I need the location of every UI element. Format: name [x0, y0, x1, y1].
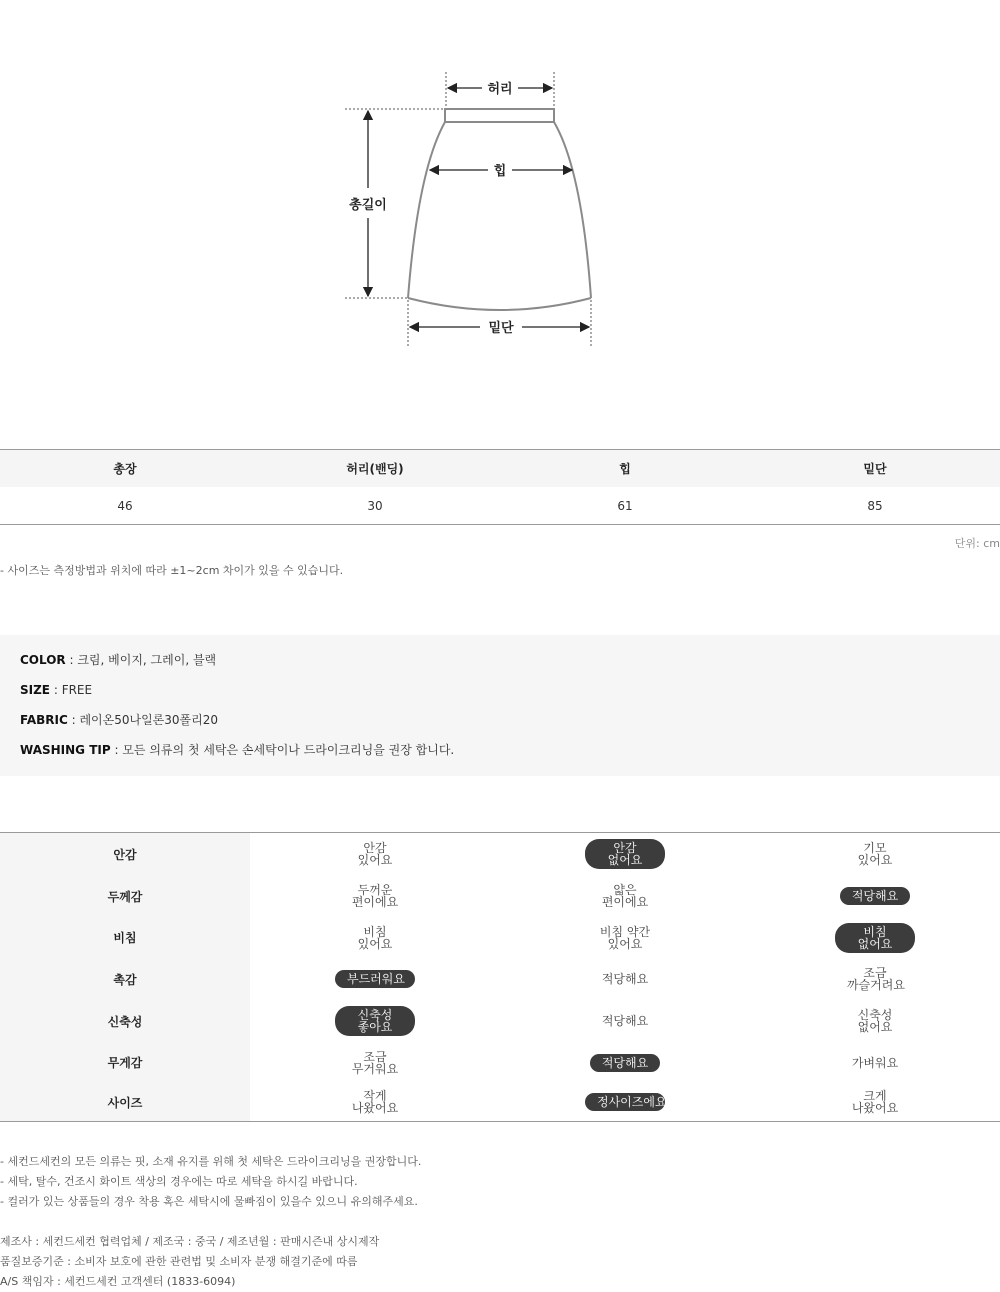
care-note: - 컬러가 있는 상품들의 경우 착용 혹은 세탁시에 물빠짐이 있을수 있으니 유의해주세요.	[0, 1195, 418, 1208]
feel-option-selected: 안감 없어요	[585, 839, 665, 869]
size-unit: 단위: cm	[954, 537, 1000, 550]
feel-label: 비침	[113, 931, 137, 945]
feel-option-selected: 적당해요	[590, 1054, 660, 1072]
header-hem: 밑단	[863, 462, 887, 476]
feel-option: 가벼워요	[851, 1055, 899, 1070]
feel-row-thickness	[0, 875, 1000, 917]
feel-option: 안감 있어요	[357, 841, 393, 867]
feel-option: 작게 나왔어요	[351, 1089, 399, 1115]
feel-option-cell	[500, 1093, 750, 1111]
header-hip: 힙	[619, 462, 631, 476]
feel-option-selected: 비침 없어요	[835, 923, 915, 953]
info-color	[20, 652, 980, 682]
feel-option-cell	[500, 839, 750, 869]
hip-label: 힙	[493, 164, 507, 179]
info-fabric-label: FABRIC	[20, 713, 68, 727]
feel-label: 촉감	[113, 972, 137, 987]
header-total-length: 총장	[113, 462, 137, 476]
maker-line: 제조사 : 세컨드세컨 협력업체 / 제조국 : 중국 / 제조년월 : 판매시즌내 상시제작	[0, 1235, 380, 1248]
feel-label: 두께감	[107, 889, 143, 904]
feel-option-selected: 신축성 좋아요	[335, 1006, 415, 1036]
feel-option: 적당해요	[601, 972, 649, 986]
product-info-box	[0, 635, 1000, 776]
header-waist: 허리(밴딩)	[346, 462, 404, 476]
feel-option-selected: 적당해요	[840, 887, 910, 905]
feel-option: 적당해요	[601, 1014, 649, 1028]
feel-row-lining	[0, 833, 1000, 875]
info-washing	[20, 742, 980, 772]
manufacturer-info	[0, 1232, 379, 1292]
info-size-value: : FREE	[50, 683, 93, 697]
info-fabric-value: : 레이온50나일론30폴리20	[67, 713, 218, 727]
hem-label: 밑단	[488, 321, 514, 336]
value-total-length: 46	[117, 498, 133, 513]
feel-option-cell	[250, 923, 500, 953]
fit-feel-table	[0, 832, 1000, 1122]
size-table-header	[0, 450, 1000, 487]
feel-row-texture	[0, 958, 1000, 1000]
feel-label: 사이즈	[107, 1095, 143, 1110]
feel-option-cell	[500, 1012, 750, 1030]
info-fabric	[20, 712, 980, 742]
feel-option-cell	[500, 923, 750, 953]
skirt-outline	[408, 109, 591, 310]
feel-option-cell	[250, 1087, 500, 1117]
care-note: - 세컨드세컨의 모든 의류는 핏, 소재 유지를 위해 첫 세탁은 드라이크리닝을 권장합니다.	[0, 1155, 422, 1168]
feel-option: 조금 까슬거려요	[847, 966, 905, 992]
info-color-label: COLOR	[20, 653, 66, 667]
feel-option-cell	[500, 1054, 750, 1072]
feel-label: 신축성	[107, 1014, 143, 1029]
care-note: - 세탁, 탈수, 건조시 화이트 색상의 경우에는 따로 세탁을 하시길 바랍니다.	[0, 1175, 358, 1188]
feel-option: 비침 있어요	[357, 924, 393, 951]
feel-label: 안감	[113, 847, 137, 862]
info-washing-label: WASHING TIP	[20, 743, 111, 757]
care-notes	[0, 1152, 421, 1212]
feel-row-weight	[0, 1042, 1000, 1083]
feel-option-cell	[500, 881, 750, 911]
feel-option: 기모 있어요	[857, 841, 893, 867]
value-hip: 61	[617, 498, 633, 513]
feel-option-cell	[750, 1054, 1000, 1072]
skirt-measurement-diagram	[330, 60, 630, 360]
feel-option-cell	[250, 1006, 500, 1036]
feel-option-selected: 정사이즈에요	[585, 1093, 665, 1111]
feel-option: 조금 무거워요	[351, 1049, 399, 1076]
feel-row-fit	[0, 1083, 1000, 1121]
value-hem: 85	[867, 498, 883, 513]
info-color-value: : 크림, 베이지, 그레이, 블랙	[65, 653, 217, 667]
skirt-diagram-svg	[330, 60, 630, 360]
size-table	[0, 449, 1000, 525]
feel-row-stretch	[0, 1000, 1000, 1042]
feel-option-cell	[750, 839, 1000, 869]
feel-option-cell	[750, 1087, 1000, 1117]
feel-option: 두꺼운 편이에요	[351, 883, 399, 909]
value-waist: 30	[367, 498, 383, 513]
feel-option-cell	[500, 970, 750, 988]
feel-option-cell	[750, 887, 1000, 905]
maker-line: 품질보증기준 : 소비자 보호에 관한 관련법 및 소비자 분쟁 해결기준에 따름	[0, 1255, 358, 1268]
feel-option-selected: 부드러워요	[335, 970, 415, 988]
feel-option-cell	[250, 881, 500, 911]
feel-option-cell	[250, 839, 500, 869]
maker-line: A/S 책임자 : 세컨드세컨 고객센터 (1833-6094)	[0, 1275, 236, 1288]
waist-label: 허리	[487, 82, 513, 97]
feel-option: 크게 나왔어요	[851, 1089, 899, 1115]
feel-label: 무게감	[107, 1056, 143, 1070]
feel-option-cell	[750, 1006, 1000, 1036]
size-table-values	[0, 487, 1000, 524]
feel-row-sheerness	[0, 917, 1000, 958]
feel-option-cell	[250, 970, 500, 988]
size-note: - 사이즈는 측정방법과 위치에 따라 ±1~2cm 차이가 있을 수 있습니다.	[0, 564, 344, 577]
info-size	[20, 682, 980, 712]
feel-option-cell	[250, 1048, 500, 1078]
feel-option: 비침 약간 있어요	[599, 924, 651, 951]
feel-option: 얇은 편이에요	[601, 883, 649, 909]
length-label: 총길이	[349, 198, 387, 213]
info-size-label: SIZE	[20, 683, 51, 697]
feel-option-cell	[750, 923, 1000, 953]
feel-option-cell	[750, 964, 1000, 994]
feel-option: 신축성 없어요	[857, 1008, 893, 1034]
info-washing-value: : 모든 의류의 첫 세탁은 손세탁이나 드라이크리닝을 권장 합니다.	[110, 743, 455, 757]
